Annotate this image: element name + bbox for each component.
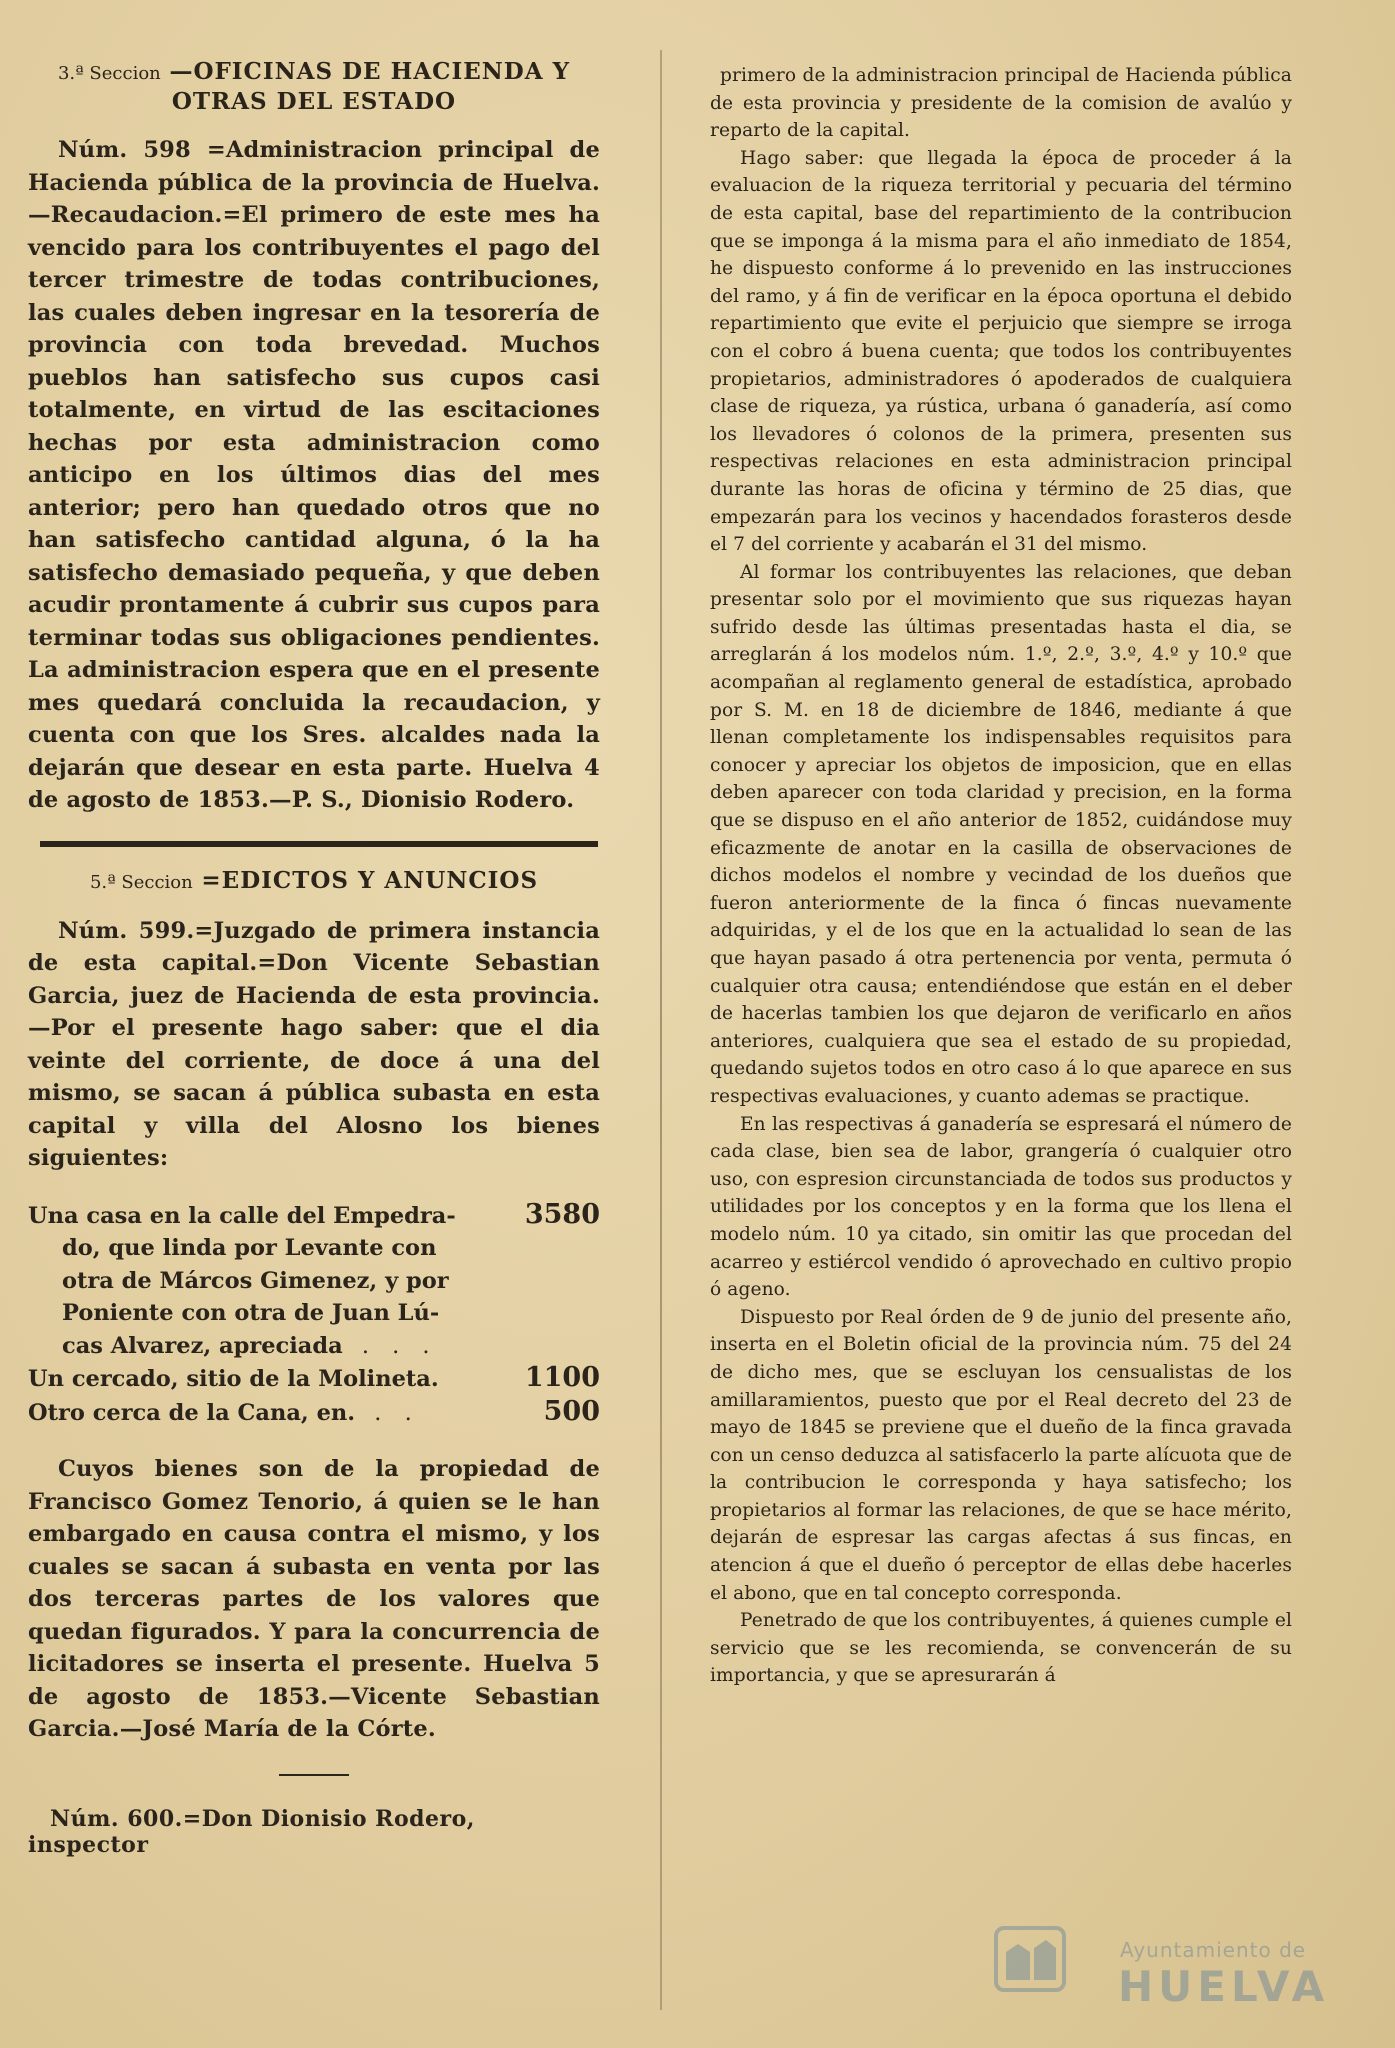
listing-row — [28, 1199, 600, 1363]
notice-598: Núm. 598 =Administracion principal de Hacienda pública de la provincia de Huelva.—Recaudacion.=El primero de este mes ha vencido para los contribuyentes el pago del tercer trimestre de todas contribuciones, las cuales deben ingresar en la tesorería de provincia con toda brevedad. Muchos pueblos han satisfecho sus cupos casi totalmente, en virtud de las escitaciones hechas por esta administracion como anticipo en los últimos dias del mes anterior; pero han quedado otros que no han satisfecho cantidad alguna, ó la ha satisfecho demasiado pequeña, y que deben acudir prontamente á cubrir sus cupos para terminar todas sus obligaciones pendientes. La administracion espera que en el presente mes quedará concluida la recaudacion, y cuenta con que los Sres. alcaldes nada la dejarán que desear en esta parte. Huelva 4 de agosto de 1853.—P. S., Dionisio Rodero. — [28, 137, 600, 813]
section-3-prefix: 3.ª Seccion — [57, 63, 161, 84]
section-3-heading — [28, 58, 600, 116]
watermark-small-text: Ayuntamiento de — [1120, 1938, 1307, 1962]
left-column — [28, 58, 600, 1858]
property-listing — [28, 1199, 600, 1430]
notice-600-start: Núm. 600.=Don Dionisio Rodero, inspector — [28, 1805, 475, 1858]
notice-600-paragraph: Penetrado de que los contribuyentes, á quienes cumple el servicio que se les recomienda, se convencerán de su importancia, y que se apresurarán á — [710, 1610, 1292, 1687]
listing-line: Poniente con otra de Juan Lú- — [62, 1300, 440, 1326]
listing-line: Una casa en la calle del Empedra- — [28, 1202, 456, 1229]
listing-description: Un cercado, sitio de la Molineta. — [28, 1366, 439, 1392]
section-5-heading — [28, 867, 600, 897]
leader-dots: . . . — [346, 1332, 438, 1359]
right-column — [710, 62, 1292, 1690]
listing-value: 1100 — [524, 1362, 600, 1393]
listing-description — [28, 1397, 510, 1430]
notice-600-paragraph: Al formar los contribuyentes las relaciones, que deban presentar solo por el movimiento que sus riquezas hayan sufrido desde las últimas presentadas hasta el dia, se arreglarán á los modelos núm. 1.º, 2.º, 3.º, 4.º y 10.º que acompañan al reglamento general de estadística, aprobado por S. M. en 18 de diciembre de 1846, mediante á que llenan completamente los indispensables requisitos para conocer y apreciar los objetos de imposicion, que en ellas deben aparecer con toda claridad y precision, en la forma que se dispuso en el año anterior de 1852, cuidándose muy eficazmente de anotar en la casilla de observaciones de dichos modelos el nombre y vecindad de los dueños que fueron anteriormente de la finca ó fincas nuevamente adquiridas, y el de los que en la actualidad lo sean de las que hayan pasado á otra pertenencia por venta, permuta ó cualquier otra causa; entendiéndose que están en el deber de hacerlas tambien los que dejaron de verificarlo en años anteriores, cualquiera que sea el estado de su propiedad, quedando sujetos todos en otro caso á lo que aparece en sus respectivas evaluaciones, y cuanto ademas se practique. — [710, 561, 1292, 1107]
leader-dots: . . — [359, 1399, 420, 1426]
section-5-prefix: 5.ª Seccion — [89, 871, 193, 893]
column-divider — [660, 50, 662, 2010]
notice-599-closing: Cuyos bienes son de la propiedad de Francisco Gomez Tenorio, á quien se le han embargado en causa contra el mismo, y los cuales se sacan á subasta en venta por las dos terceras partes de los valores que quedan figurados. Y para la concurrencia de licitadores se inserta el presente. Huelva 5 de agosto de 1853.—Vicente Sebastian Garcia.—José María de la Córte. — [28, 1456, 600, 1742]
section-3-name: —OFICINAS DE HACIENDA Y OTRAS DEL ESTADO — [169, 58, 571, 115]
short-separator — [279, 1774, 349, 1776]
section-separator — [40, 841, 598, 847]
listing-description — [28, 1200, 510, 1363]
listing-value: 3580 — [524, 1198, 600, 1230]
notice-600-paragraph: Hago saber: que llegada la época de proceder á la evaluacion de la riqueza territorial y pecuaria del término de esta capital, base del repartimiento de la contribucion que se imponga á la misma para el año inmediato de 1854, he dispuesto conforme á lo prevenido en las instrucciones del ramo, y á fin de verificar en la época oportuna el debido repartimiento que evite el perjuicio que siempre se irroga con el cobro á buena cuenta; que todos los contribuyentes propietarios, administradores ó apoderados de cualquiera clase de riqueza, ya rústica, urbana ó ganadería, así como los llevadores ó colonos de la primera, presenten sus respectivas relaciones en esta administracion principal durante las horas de oficina y término de 25 dias, que empezarán para los vecinos y hacendados forasteros desde el 7 del corriente y acabarán el 31 del mismo. — [710, 147, 1292, 556]
listing-line: otra de Márcos Gimenez, y por — [62, 1267, 449, 1294]
archive-watermark — [990, 1900, 1330, 2020]
notice-599-intro: Núm. 599.=Juzgado de primera instancia de esta capital.=Don Vicente Sebastian Garcia, juez de Hacienda de esta provincia.—Por el presente hago saber: que el dia veinte del corriente, de doce á una del mismo, se sacan á pública subasta en esta capital y villa del Alosno los bienes siguientes: — [28, 917, 600, 1171]
listing-line: do, que linda por Levante con — [62, 1235, 437, 1261]
listing-line-text: cas Alvarez, apreciada — [62, 1332, 343, 1359]
listing-line — [28, 1330, 510, 1363]
city-crest-icon — [990, 1918, 1070, 1998]
notice-600-paragraph: En las respectivas á ganadería se espresará el número de cada clase, bien sea de labor, grangería ó cualquier otro uso, con espresion circunstanciada de todos sus productos y utilidades por los conceptos y en la forma que los llena el modelo núm. 10 ya citado, sin omitir las que procedan del acarreo y estiércol vendido ó aprovechado en cultivo propio ó ageno. — [710, 1113, 1292, 1301]
section-5-name: =EDICTOS Y ANUNCIOS — [201, 866, 539, 894]
watermark-big-text: HUELVA — [1118, 1962, 1330, 2011]
listing-line-text: Otro cerca de la Cana, en. — [28, 1399, 356, 1426]
listing-row — [28, 1362, 600, 1396]
notice-600-paragraph: Dispuesto por Real órden de 9 de junio del presente año, inserta en el Boletin oficial de la provincia núm. 75 del 24 de dicho mes, que se escluyan los censualistas de los amillaramientos, puesto que por el Real decreto del 23 de mayo de 1845 se previene que el dueño de la finca gravada con un censo deduzca al satisfacerlo la parte alícuota que de la contribucion le corresponda y haya satisfecho; los propietarios al formar las relaciones, de que se hace mérito, dejarán de espresar las cargas afectas á sus fincas, en atencion á que el dueño ó perceptor de ellas debe hacerles el abono, que en tal concepto corresponda. — [710, 1306, 1292, 1604]
listing-row — [28, 1396, 600, 1430]
listing-value: 500 — [543, 1395, 600, 1427]
notice-600-paragraph: primero de la administracion principal de Hacienda pública de esta provincia y presidente de la comision de avalúo y reparto de la capital. — [710, 65, 1292, 142]
